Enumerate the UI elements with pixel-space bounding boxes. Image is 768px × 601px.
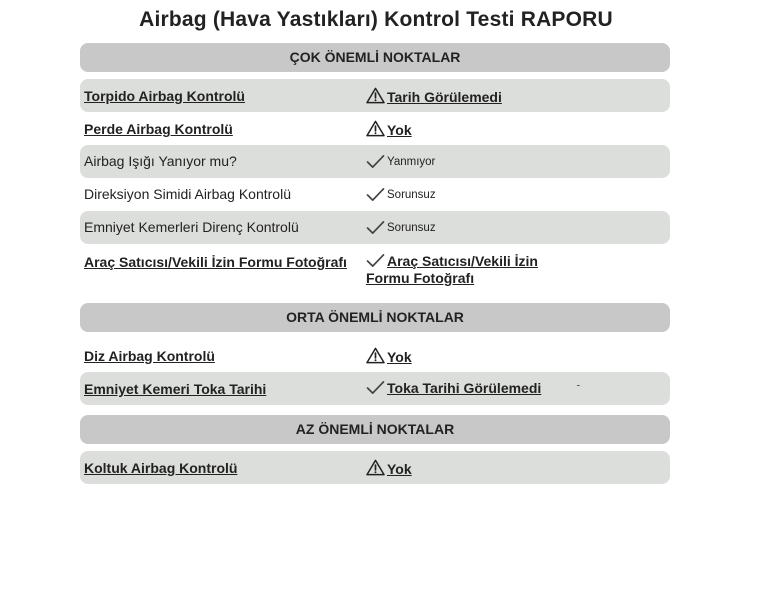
section-header-orta-onemli: ORTA ÖNEMLİ NOKTALAR: [80, 303, 670, 332]
warning-icon: [366, 120, 385, 137]
table-row: [80, 372, 670, 405]
check-icon: [366, 253, 385, 268]
row-label: Direksiyon Simidi Airbag Kontrolü: [84, 186, 291, 202]
table-row: [80, 145, 670, 178]
table-row: [80, 451, 670, 484]
check-icon: [366, 220, 385, 235]
row-value-text: Sorunsuz: [387, 189, 436, 201]
warning-icon: [366, 347, 385, 364]
page-title: Airbag (Hava Yastıkları) Kontrol Testi RAPORU: [139, 8, 613, 31]
row-value[interactable]: [366, 253, 566, 287]
row-label-link[interactable]: Araç Satıcısı/Vekili İzin Formu Fotoğrafı: [84, 254, 347, 270]
row-value-text: Yok: [387, 461, 412, 477]
row-label-link[interactable]: Koltuk Airbag Kontrolü: [84, 460, 238, 476]
row-value: [366, 187, 566, 202]
table-row: [80, 244, 670, 292]
row-value-text: Sorunsuz: [387, 222, 436, 234]
check-icon: [366, 154, 385, 169]
row-value-text: Toka Tarihi Görülemedi: [387, 380, 542, 396]
row-value-text: Araç Satıcısı/Vekili İzin Formu Fotoğrafı: [366, 253, 538, 286]
section-header-az-onemli: AZ ÖNEMLİ NOKTALAR: [80, 415, 670, 444]
table-row: [80, 112, 670, 145]
row-mark: ـ: [577, 378, 580, 388]
table-row: [80, 79, 670, 112]
row-value: [366, 154, 566, 169]
row-value[interactable]: [366, 87, 566, 105]
row-label-link[interactable]: Emniyet Kemeri Toka Tarihi: [84, 381, 267, 397]
row-label: Airbag Işığı Yanıyor mu?: [84, 153, 237, 169]
warning-icon: [366, 87, 385, 104]
row-value-text: Yok: [387, 122, 412, 138]
row-label-link[interactable]: Torpido Airbag Kontrolü: [84, 88, 245, 104]
section-header-cok-onemli: ÇOK ÖNEMLİ NOKTALAR: [80, 43, 670, 72]
table-row: [80, 339, 670, 372]
row-value[interactable]: [366, 380, 566, 396]
row-value[interactable]: [366, 347, 566, 365]
row-value[interactable]: [366, 459, 566, 477]
warning-icon: [366, 459, 385, 476]
row-label: Emniyet Kemerleri Direnç Kontrolü: [84, 219, 299, 235]
row-label-link[interactable]: Perde Airbag Kontrolü: [84, 121, 233, 137]
table-row: [80, 211, 670, 244]
table-row: [80, 178, 670, 211]
row-value-text: Yok: [387, 349, 412, 365]
row-value: [366, 220, 566, 235]
row-value-text: Yanmıyor: [387, 156, 436, 168]
check-icon: [366, 380, 385, 395]
check-icon: [366, 187, 385, 202]
row-label-link[interactable]: Diz Airbag Kontrolü: [84, 348, 215, 364]
row-value[interactable]: [366, 120, 566, 138]
row-value-text: Tarih Görülemedi: [387, 89, 502, 105]
